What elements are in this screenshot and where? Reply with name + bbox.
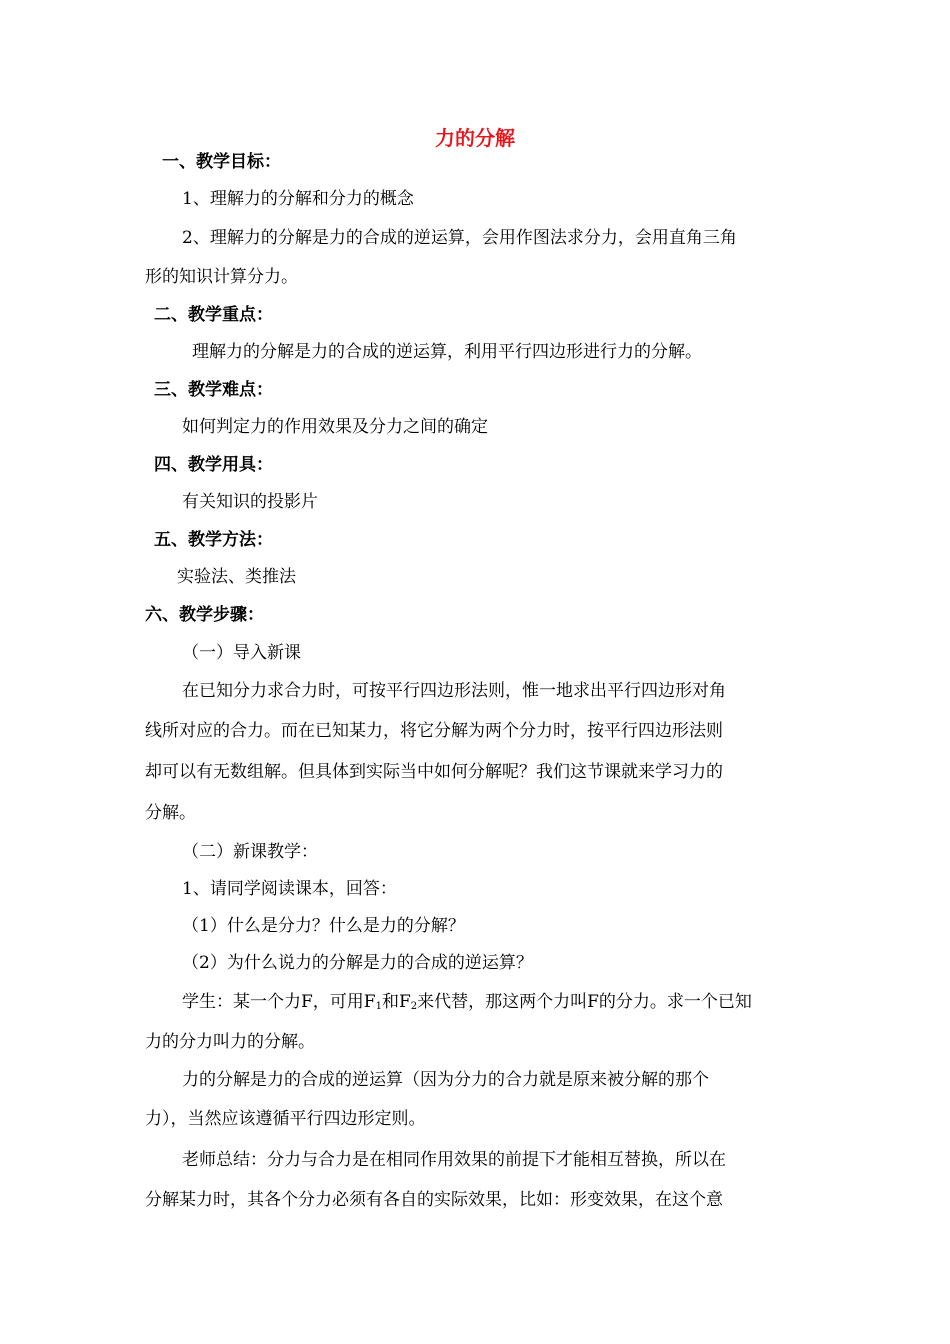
student-answer-line-2: 力的分力叫力的分解。: [145, 1032, 315, 1052]
tools-text: 有关知识的投影片: [182, 492, 318, 512]
subscript-1: 1: [375, 1001, 382, 1012]
student-answer-part-c: 来代替，那这两个力叫F的分力。求一个已知: [417, 992, 752, 1012]
question-1: （1）什么是分力？什么是力的分解？: [182, 916, 465, 936]
section-heading-tools: 四、教学用具：: [154, 455, 273, 475]
section-heading-key-points: 二、教学重点：: [154, 305, 273, 325]
step-1-paragraph-line-2: 线所对应的合力。而在已知某力，将它分解为两个分力时，按平行四边形法则: [145, 721, 723, 741]
section-heading-difficulties: 三、教学难点：: [154, 380, 273, 400]
key-points-text: 理解力的分解是力的合成的逆运算，利用平行四边形进行力的分解。: [192, 342, 702, 362]
student-answer-part-b: 和F: [381, 992, 411, 1012]
inverse-operation-line-1: 力的分解是力的合成的逆运算（因为分力的合力就是原来被分解的那个: [182, 1070, 709, 1090]
student-answer-part-a: 学生：某一个力F，可用F: [182, 992, 376, 1012]
methods-text: 实验法、类推法: [177, 567, 296, 587]
student-answer-line-1: [182, 990, 752, 1014]
step-2-heading: （二）新课教学：: [182, 842, 318, 862]
step-1-paragraph-line-4: 分解。: [145, 803, 196, 823]
difficulties-text: 如何判定力的作用效果及分力之间的确定: [182, 417, 488, 437]
section-heading-methods: 五、教学方法：: [154, 530, 273, 550]
document-title: 力的分解: [435, 126, 515, 150]
objective-item-1: 1、理解力的分解和分力的概念: [182, 189, 414, 209]
step-1-paragraph-line-1: 在已知分力求合力时，可按平行四边形法则，惟一地求出平行四边形对角: [182, 681, 726, 701]
teacher-summary-line-1: 老师总结：分力与合力是在相同作用效果的前提下才能相互替换，所以在: [182, 1150, 726, 1170]
step-1-paragraph-line-3: 却可以有无数组解。但具体到实际当中如何分解呢？我们这节课就来学习力的: [145, 762, 723, 782]
objective-item-2-line-2: 形的知识计算分力。: [145, 267, 298, 287]
subscript-2: 2: [410, 1001, 418, 1012]
teacher-summary-line-2: 分解某力时，其各个分力必须有各自的实际效果，比如：形变效果，在这个意: [145, 1190, 723, 1210]
objective-item-2-line-1: 2、理解力的分解是力的合成的逆运算，会用作图法求分力，会用直角三角: [182, 228, 737, 248]
section-heading-steps: 六、教学步骤：: [145, 605, 264, 625]
inverse-operation-line-2: 力），当然应该遵循平行四边形定则。: [145, 1109, 426, 1129]
step-1-heading: （一）导入新课: [182, 643, 301, 663]
reading-question-intro: 1、请同学阅读课本，回答：: [182, 879, 397, 899]
section-heading-objectives: 一、教学目标：: [162, 152, 281, 172]
question-2: （2）为什么说力的分解是力的合成的逆运算？: [182, 953, 533, 973]
